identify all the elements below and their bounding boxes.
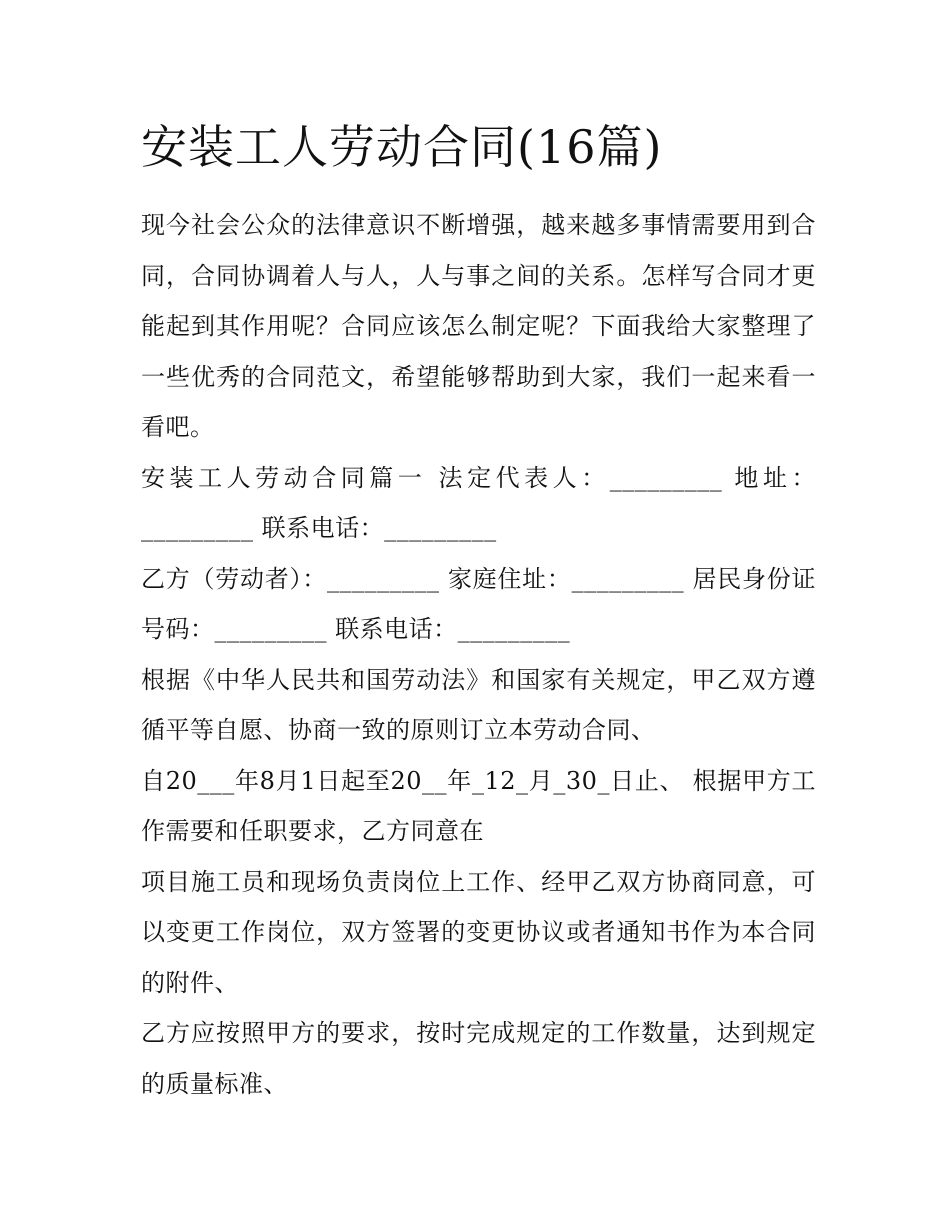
party-a-info-paragraph: 安装工人劳动合同篇一 法定代表人：_________ 地址：_________ 联系电话：_________ (141, 463, 816, 542)
legal-basis-paragraph: 根据《中华人民共和国劳动法》和国家有关规定，甲乙双方遵循平等自愿、协商一致的原则订立本劳动合同、 (141, 665, 816, 744)
contract-term-paragraph: 自20___年8月1日起至20__年_12_月_30_日止、 根据甲方工作需要和任职要求，乙方同意在 (141, 766, 816, 845)
party-b-info-paragraph: 乙方（劳动者）：_________ 家庭住址：_________ 居民身份证号码：_________ 联系电话：_________ (141, 564, 816, 643)
job-position-paragraph: 项目施工员和现场负责岗位上工作、经甲乙双方协商同意，可以变更工作岗位，双方签署的变更协议或者通知书作为本合同的附件、 (141, 867, 816, 997)
work-requirements-paragraph: 乙方应按照甲方的要求，按时完成规定的工作数量，达到规定的质量标准、 (141, 1019, 816, 1098)
document-title: 安装工人劳动合同(16篇) (141, 120, 663, 174)
intro-paragraph: 现今社会公众的法律意识不断增强，越来越多事情需要用到合同，合同协调着人与人，人与事之间的关系。怎样写合同才更能起到其作用呢？合同应该怎么制定呢？下面我给大家整理了一些优秀的合同范文，希望能够帮助到大家，我们一起来看一看吧。 (141, 211, 816, 441)
document-page (141, 112, 816, 1109)
